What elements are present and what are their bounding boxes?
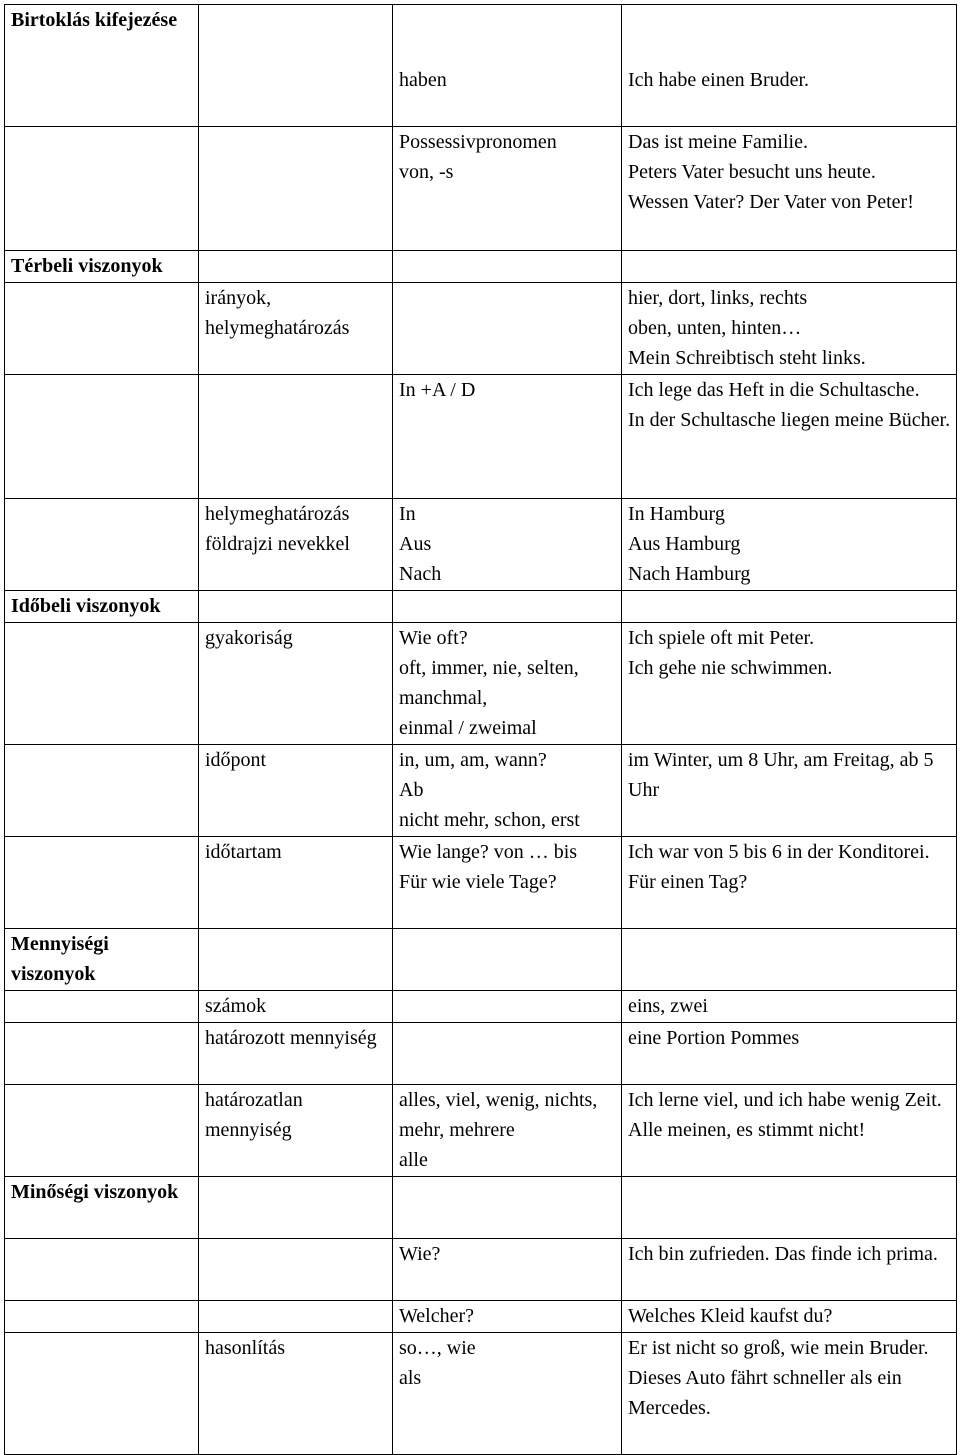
form-cell (393, 1301, 622, 1333)
cell-text: Aus (399, 533, 432, 555)
cell-text: Térbeli viszonyok (11, 255, 163, 277)
cell-text: Dieses Auto fährt schneller als ein Mercedes. (628, 1367, 902, 1419)
form-cell (393, 991, 622, 1023)
table-row (5, 1177, 957, 1239)
category-cell (5, 745, 199, 837)
cell-text: Wie? (399, 1243, 441, 1265)
cell-text: oft, immer, nie, selten, manchmal, (399, 657, 579, 709)
category-cell (5, 375, 199, 499)
cell-text: In (399, 503, 416, 525)
cell-text: Ich gehe nie schwimmen. (628, 657, 833, 679)
cell-text: gyakoriság (205, 627, 293, 649)
subcategory-cell (199, 375, 393, 499)
category-cell (5, 929, 199, 991)
cell-text: számok (205, 995, 267, 1017)
cell-text: Nach (399, 563, 442, 585)
cell-text: als (399, 1367, 422, 1389)
example-cell (622, 745, 957, 837)
example-cell (622, 991, 957, 1023)
example-cell (622, 1177, 957, 1239)
table-row (5, 1301, 957, 1333)
table-row (5, 745, 957, 837)
form-cell (393, 623, 622, 745)
grammar-table-body (5, 5, 957, 1455)
cell-text: Er ist nicht so groß, wie mein Bruder. (628, 1337, 929, 1359)
subcategory-cell (199, 283, 393, 375)
form-cell (393, 591, 622, 623)
form-cell (393, 1239, 622, 1301)
category-cell (5, 5, 199, 127)
table-row (5, 623, 957, 745)
cell-text: irányok, helymeghatározás (205, 287, 350, 339)
category-cell (5, 991, 199, 1023)
category-cell (5, 1023, 199, 1085)
cell-text: alle (399, 1149, 428, 1171)
cell-text: Nach Hamburg (628, 563, 751, 585)
table-row (5, 1085, 957, 1177)
cell-text: In +A / D (399, 379, 476, 401)
cell-text: határozott mennyiség (205, 1027, 377, 1049)
subcategory-cell (199, 1177, 393, 1239)
cell-text: Aus Hamburg (628, 533, 741, 555)
table-row (5, 283, 957, 375)
cell-text: Ich habe einen Bruder. (628, 69, 810, 91)
example-cell (622, 375, 957, 499)
example-cell (622, 1085, 957, 1177)
subcategory-cell (199, 745, 393, 837)
table-row (5, 837, 957, 929)
cell-text: haben (399, 69, 447, 91)
cell-text: Wie oft? (399, 627, 468, 649)
form-cell (393, 375, 622, 499)
form-cell (393, 499, 622, 591)
cell-text: Welcher? (399, 1305, 474, 1327)
category-cell (5, 591, 199, 623)
subcategory-cell (199, 1301, 393, 1333)
table-row (5, 127, 957, 251)
cell-text: Für einen Tag? (628, 871, 748, 893)
cell-text: hier, dort, links, rechts (628, 287, 808, 309)
category-cell (5, 837, 199, 929)
example-cell (622, 1301, 957, 1333)
cell-text: Mein Schreibtisch steht links. (628, 347, 866, 369)
cell-text: einmal / zweimal (399, 717, 537, 739)
cell-text: Ich lerne viel, und ich habe wenig Zeit. (628, 1089, 942, 1111)
cell-text: Peters Vater besucht uns heute. (628, 161, 876, 183)
subcategory-cell (199, 1333, 393, 1455)
cell-text: nicht mehr, schon, erst (399, 809, 580, 831)
category-cell (5, 1085, 199, 1177)
cell-text: Időbeli viszonyok (11, 595, 161, 617)
subcategory-cell (199, 623, 393, 745)
subcategory-cell (199, 837, 393, 929)
subcategory-cell (199, 1085, 393, 1177)
subcategory-cell (199, 5, 393, 127)
category-cell (5, 623, 199, 745)
form-cell (393, 745, 622, 837)
subcategory-cell (199, 591, 393, 623)
category-cell (5, 1239, 199, 1301)
cell-text: in, um, am, wann? (399, 749, 547, 771)
category-cell (5, 251, 199, 283)
form-cell (393, 283, 622, 375)
cell-text: időpont (205, 749, 267, 771)
cell-text: hasonlítás (205, 1337, 285, 1359)
form-cell (393, 1085, 622, 1177)
category-cell (5, 283, 199, 375)
cell-text: In Hamburg (628, 503, 725, 525)
cell-text: so…, wie (399, 1337, 476, 1359)
cell-text: határozatlan mennyiség (205, 1089, 303, 1141)
subcategory-cell (199, 127, 393, 251)
example-cell (622, 1023, 957, 1085)
form-cell (393, 1333, 622, 1455)
cell-text: Alle meinen, es stimmt nicht! (628, 1119, 866, 1141)
form-cell (393, 127, 622, 251)
cell-text: Wie lange? von … bis (399, 841, 578, 863)
subcategory-cell (199, 991, 393, 1023)
cell-text: oben, unten, hinten… (628, 317, 802, 339)
table-row (5, 929, 957, 991)
table-row (5, 375, 957, 499)
cell-text: Ab (399, 779, 424, 801)
form-cell (393, 837, 622, 929)
table-row (5, 991, 957, 1023)
example-cell (622, 1239, 957, 1301)
cell-text: Mennyiségi viszonyok (11, 933, 109, 985)
table-row (5, 251, 957, 283)
table-row (5, 1023, 957, 1085)
grammar-table (4, 4, 957, 1455)
cell-text: Welches Kleid kaufst du? (628, 1305, 833, 1327)
subcategory-cell (199, 251, 393, 283)
form-cell (393, 929, 622, 991)
form-cell (393, 1023, 622, 1085)
table-row (5, 499, 957, 591)
example-cell (622, 283, 957, 375)
cell-text: Das ist meine Familie. (628, 131, 808, 153)
cell-text: Für wie viele Tage? (399, 871, 557, 893)
form-cell (393, 251, 622, 283)
form-cell (393, 1177, 622, 1239)
example-cell (622, 837, 957, 929)
cell-text: In der Schultasche liegen meine Bücher. (628, 409, 951, 431)
example-cell (622, 5, 957, 127)
cell-text: helymeghatározás földrajzi nevekkel (205, 503, 350, 555)
table-row (5, 1333, 957, 1455)
example-cell (622, 591, 957, 623)
table-row (5, 5, 957, 127)
cell-text: eine Portion Pommes (628, 1027, 800, 1049)
example-cell (622, 1333, 957, 1455)
cell-text: von, -s (399, 161, 454, 183)
example-cell (622, 127, 957, 251)
example-cell (622, 499, 957, 591)
form-cell (393, 5, 622, 127)
subcategory-cell (199, 499, 393, 591)
category-cell (5, 1301, 199, 1333)
cell-text: Possessivpronomen (399, 131, 557, 153)
cell-text: alles, viel, wenig, nichts, mehr, mehrere (399, 1089, 598, 1141)
cell-text: Birtoklás kifejezése (11, 9, 178, 31)
cell-text: Ich spiele oft mit Peter. (628, 627, 815, 649)
category-cell (5, 499, 199, 591)
example-cell (622, 251, 957, 283)
cell-text: im Winter, um 8 Uhr, am Freitag, ab 5 Uhr (628, 749, 934, 801)
subcategory-cell (199, 1239, 393, 1301)
example-cell (622, 623, 957, 745)
cell-text: időtartam (205, 841, 282, 863)
cell-text: eins, zwei (628, 995, 708, 1017)
cell-text: Ich bin zufrieden. Das finde ich prima. (628, 1243, 938, 1265)
subcategory-cell (199, 1023, 393, 1085)
category-cell (5, 1177, 199, 1239)
cell-text: Wessen Vater? Der Vater von Peter! (628, 191, 914, 213)
cell-text: Minőségi viszonyok (11, 1181, 179, 1203)
cell-text: Ich lege das Heft in die Schultasche. (628, 379, 920, 401)
table-row (5, 591, 957, 623)
category-cell (5, 127, 199, 251)
cell-text: Ich war von 5 bis 6 in der Konditorei. (628, 841, 930, 863)
subcategory-cell (199, 929, 393, 991)
category-cell (5, 1333, 199, 1455)
table-row (5, 1239, 957, 1301)
example-cell (622, 929, 957, 991)
